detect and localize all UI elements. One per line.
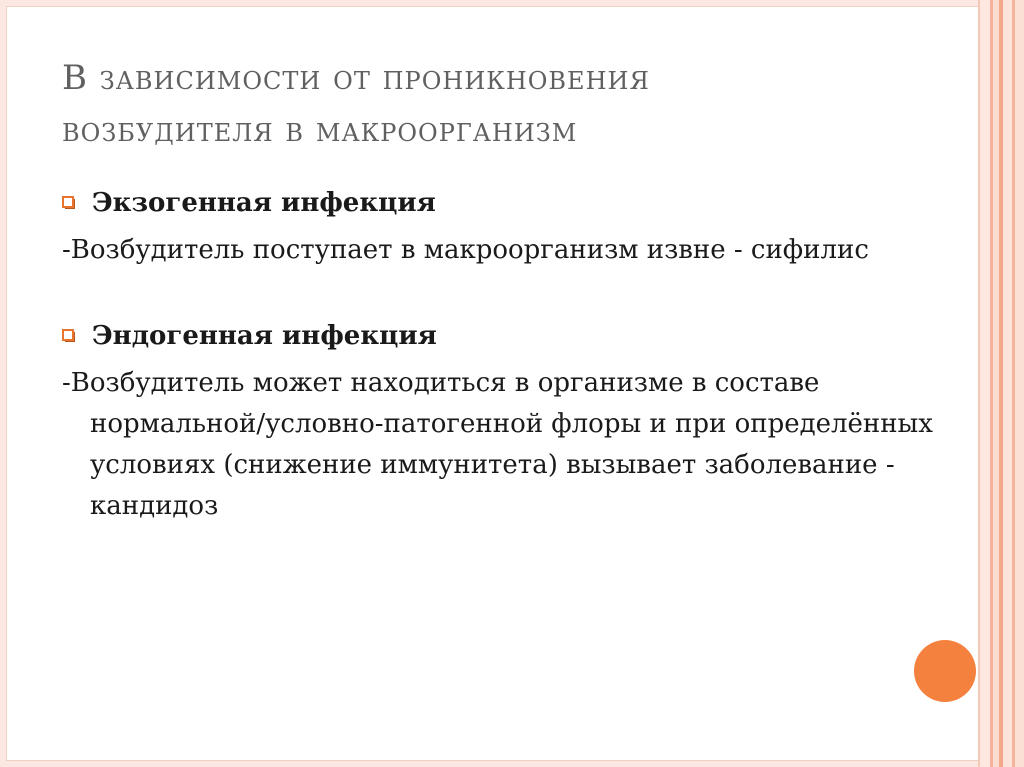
bullet-exogenous (62, 180, 942, 226)
frame-inner-line-bottom (6, 760, 978, 761)
frame-inner-line-top (6, 6, 978, 7)
title-line-1: В зависимости от проникновения (62, 58, 650, 98)
stripe (1003, 0, 1012, 767)
square-bullet-icon (62, 196, 76, 210)
frame-inner-line-left (6, 6, 7, 761)
heading-exogenous: Экзогенная инфекция (92, 188, 436, 218)
square-bullet-icon (62, 329, 76, 343)
slide-title (62, 52, 942, 156)
text-exogenous: -Возбудитель поступает в макроорганизм извне - сифилис (62, 235, 869, 265)
spacer (62, 271, 942, 313)
bullet-endogenous (62, 313, 942, 359)
decorative-stripes (978, 0, 1024, 767)
stripe (980, 0, 990, 767)
stripe (1015, 0, 1024, 767)
slide-content (62, 180, 942, 527)
heading-endogenous: Эндогенная инфекция (92, 321, 437, 351)
text-endogenous: -Возбудитель может находиться в организме в составе нормальной/условно-патогенной флоры и при определённых условиях (снижение иммунитета) вызывает заболевание - кандидоз (62, 368, 933, 521)
frame-bottom-border (0, 761, 1024, 767)
orange-circle-decoration (914, 640, 976, 702)
title-line-2: возбудителя в макроорганизм (62, 110, 578, 150)
